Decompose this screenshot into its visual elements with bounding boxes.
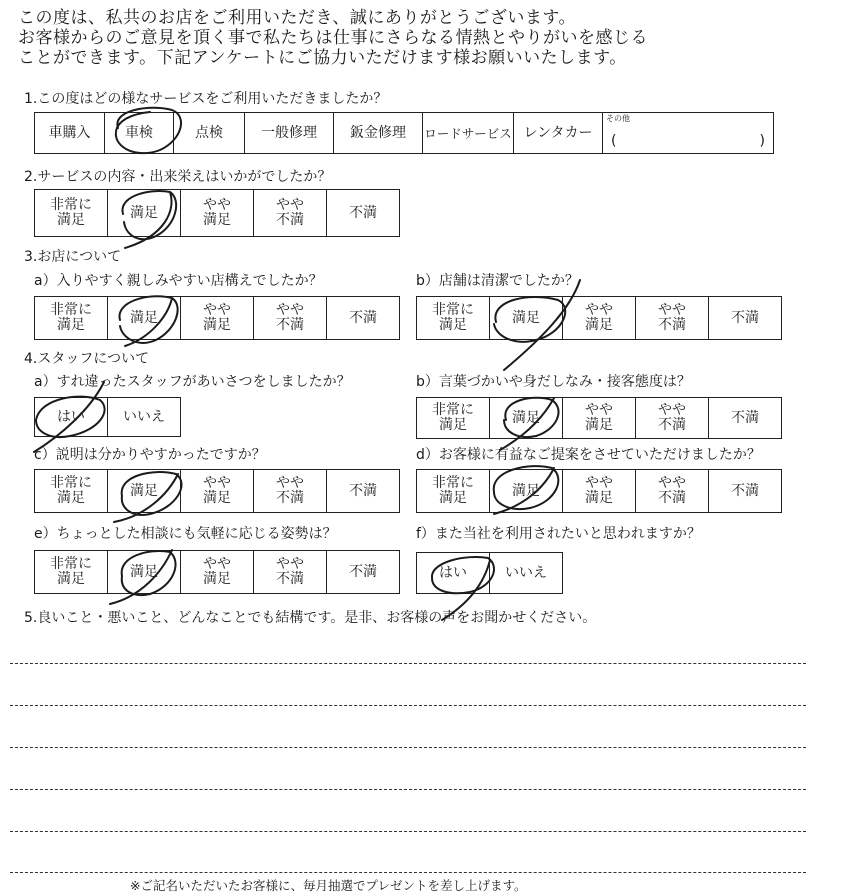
no-option[interactable]: いいえ [490,553,563,594]
other-label: その他 [606,114,630,123]
q4f-yesno [416,552,563,594]
scale-somewhat-satisfied[interactable]: やや 満足 [563,297,636,340]
scale-very-satisfied[interactable]: 非常に 満足 [417,398,490,439]
scale-somewhat-dissatisfied[interactable]: やや 不満 [254,297,327,340]
q1-option-general-repair[interactable]: 一般修理 [245,113,334,154]
scale-dissatisfied[interactable]: 不満 [327,190,400,237]
scale-dissatisfied[interactable]: 不満 [327,551,400,594]
intro-line-2: お客様からのご意見を頂く事で私たちは仕事にさらなる情熱とやりがいを感じる [18,28,648,48]
q1-option-other[interactable] [603,113,774,154]
scale-somewhat-satisfied[interactable]: やや 満足 [181,190,254,237]
scale-somewhat-dissatisfied[interactable]: やや 不満 [636,398,709,439]
scale-dissatisfied[interactable]: 不満 [327,470,400,513]
q4b-scale [416,397,782,439]
scale-somewhat-dissatisfied[interactable]: やや 不満 [636,297,709,340]
scale-dissatisfied[interactable]: 不満 [709,398,782,439]
q1-option-rental-car[interactable]: レンタカー [514,113,603,154]
q1-option-check[interactable]: 点検 [174,113,245,154]
q1-options [34,112,774,154]
scale-somewhat-satisfied[interactable]: やや 満足 [181,297,254,340]
scale-somewhat-satisfied[interactable]: やや 満足 [181,470,254,513]
q3a-scale [34,296,400,340]
q1-option-car-purchase[interactable]: 車購入 [35,113,105,154]
scale-satisfied[interactable]: 満足 [490,297,563,340]
q4b-text: b）言葉づかいや身だしなみ・接客態度は？ [416,374,691,390]
q1-option-body-repair[interactable]: 鈑金修理 [334,113,423,154]
answer-line[interactable] [10,789,806,790]
q4a-yesno [34,397,181,437]
q2-title: 2.サービスの内容・出来栄えはいかがでしたか？ [24,169,332,185]
scale-very-satisfied[interactable]: 非常に 満足 [35,551,108,594]
answer-line[interactable] [10,663,806,664]
other-close-paren: ) [759,133,765,149]
answer-line[interactable] [10,705,806,706]
scale-somewhat-dissatisfied[interactable]: やや 不満 [636,470,709,513]
scale-very-satisfied[interactable]: 非常に 満足 [417,470,490,513]
no-option[interactable]: いいえ [108,398,181,437]
scale-satisfied[interactable]: 満足 [108,190,181,237]
scale-satisfied[interactable]: 満足 [490,398,563,439]
q5-title: 5.良いこと・悪いこと、どんなことでも結構です。是非、お客様の声をお聞かせください。 [24,610,597,626]
yes-option[interactable]: はい [417,553,490,594]
yes-option[interactable]: はい [35,398,108,437]
scale-somewhat-dissatisfied[interactable]: やや 不満 [254,551,327,594]
scale-somewhat-satisfied[interactable]: やや 満足 [563,470,636,513]
scale-very-satisfied[interactable]: 非常に 満足 [35,297,108,340]
q1-option-inspection[interactable]: 車検 [105,113,174,154]
q1-title: 1.この度はどの様なサービスをご利用いただきましたか？ [24,91,388,107]
q4e-text: e）ちょっとした相談にも気軽に応じる姿勢は？ [34,526,337,542]
q2-scale [34,189,400,237]
q4a-text: a）すれ違ったスタッフがあいさつをしましたか？ [34,374,351,390]
scale-very-satisfied[interactable]: 非常に 満足 [35,190,108,237]
scale-satisfied[interactable]: 満足 [108,551,181,594]
q4d-scale [416,469,782,513]
q1-option-road-service[interactable]: ロードサービス [423,113,514,154]
q4-title: 4.スタッフについて [24,351,150,367]
q4c-text: c）説明は分かりやすかったですか？ [34,447,266,463]
intro-line-1: この度は、私共のお店をご利用いただき、誠にありがとうございます。 [18,8,576,28]
answer-line[interactable] [10,872,806,873]
scale-dissatisfied[interactable]: 不満 [709,297,782,340]
scale-somewhat-dissatisfied[interactable]: やや 不満 [254,190,327,237]
scale-satisfied[interactable]: 満足 [490,470,563,513]
scale-somewhat-satisfied[interactable]: やや 満足 [563,398,636,439]
q3a-text: a）入りやすく親しみやすい店構えでしたか？ [34,273,323,289]
scale-dissatisfied[interactable]: 不満 [709,470,782,513]
q4f-text: f）また当社を利用されたいと思われますか？ [416,526,701,542]
q4d-text: d）お客様に有益なご提案をさせていただけましたか？ [416,447,761,463]
scale-very-satisfied[interactable]: 非常に 満足 [35,470,108,513]
q3-title: 3.お店について [24,249,122,265]
answer-line[interactable] [10,747,806,748]
scale-somewhat-dissatisfied[interactable]: やや 不満 [254,470,327,513]
answer-line[interactable] [10,831,806,832]
other-open-paren: ( [611,133,617,149]
footer-note: ※ご記名いただいたお客様に、毎月抽選でプレゼントを差し上げます。 [130,878,527,893]
q3b-text: b）店舗は清潔でしたか？ [416,273,579,289]
q4e-scale [34,550,400,594]
scale-satisfied[interactable]: 満足 [108,297,181,340]
scale-satisfied[interactable]: 満足 [108,470,181,513]
q3b-scale [416,296,782,340]
scale-dissatisfied[interactable]: 不満 [327,297,400,340]
scale-somewhat-satisfied[interactable]: やや 満足 [181,551,254,594]
q4c-scale [34,469,400,513]
intro-text [18,8,833,68]
intro-line-3: ことができます。下記アンケートにご協力いただけます様お願いいたします。 [18,48,627,68]
scale-very-satisfied[interactable]: 非常に 満足 [417,297,490,340]
